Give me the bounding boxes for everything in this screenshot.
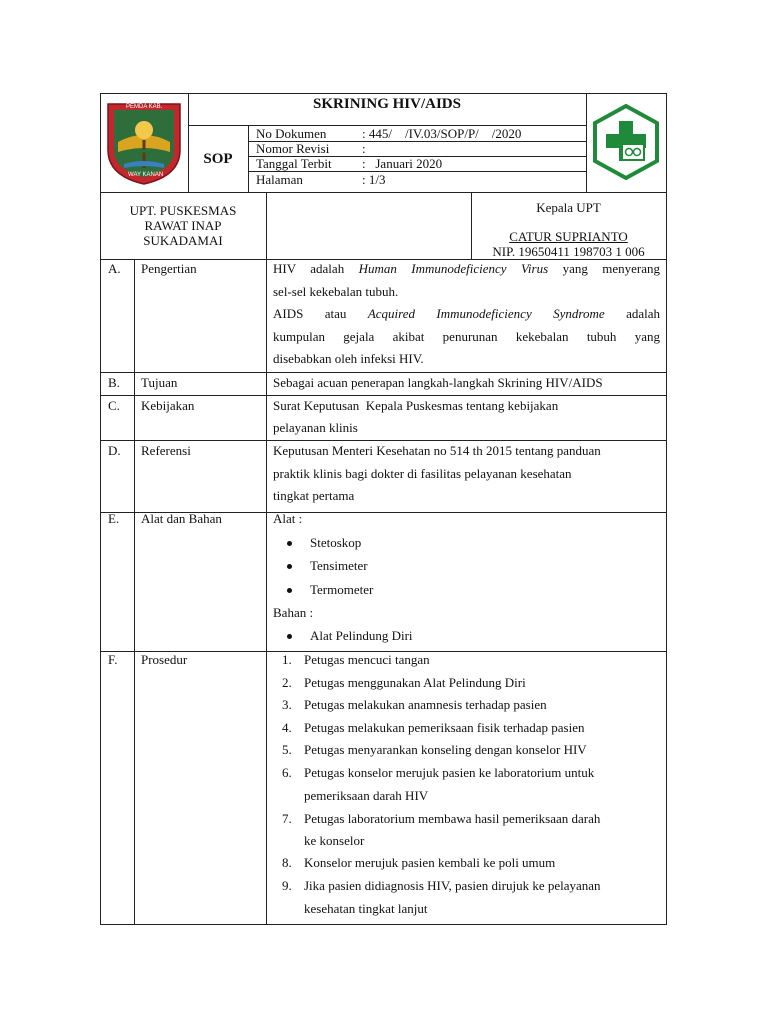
section-a-letter: A. [108,261,121,276]
step-text: Petugas konselor merujuk pasien ke laboratorium untuk [304,765,595,780]
step-text: Petugas melakukan anamnesis terhadap pasien [304,697,547,712]
step-number: 5. [282,742,292,757]
section-d-title: Referensi [141,443,191,458]
meta-value-halaman: : 1/3 [362,172,386,187]
section-d-letter: D. [108,443,121,458]
step-text: Jika pasien didiagnosis HIV, pasien dirujuk ke pelayanan [304,878,601,893]
alat-item: Tensimeter [310,558,368,573]
step-text: Petugas laboratorium membawa hasil pemeriksaan darah [304,811,601,826]
step-text: Petugas melakukan pemeriksaan fisik terhadap pasien [304,720,585,735]
section-b-letter: B. [108,375,120,390]
org-line-1: UPT. PUSKESMAS [129,203,237,218]
bullet-icon [287,564,292,569]
section-a-line-1: HIV adalah Human Immunodeficiency Virus yang menyerang [273,261,660,276]
step-text-cont: ke konselor [304,833,365,848]
step-number: 3. [282,697,292,712]
section-a-line-5: disebabkan oleh infeksi HIV. [273,351,424,366]
step-text-cont: pemeriksaan darah HIV [304,788,429,803]
section-d-line-1: Keputusan Menteri Kesehatan no 514 th 2015 tentang panduan [273,443,601,458]
meta-value-no-dokumen: : 445/ /IV.03/SOP/P/ /2020 [362,126,522,141]
step-text: Konselor merujuk pasien kembali ke poli umum [304,855,556,870]
alat-item: Stetoskop [310,535,362,550]
section-e-letter: E. [108,511,120,526]
sop-label: SOP [203,151,233,167]
org-line-2: RAWAT INAP [144,218,222,233]
section-c-line-2: pelayanan klinis [273,420,358,435]
section-b-title: Tujuan [141,375,178,390]
step-number: 1. [282,652,292,667]
section-b-line-1: Sebagai acuan penerapan langkah-langkah Skrining HIV/AIDS [273,375,603,390]
step-text: Petugas mencuci tangan [304,652,430,667]
step-text-cont: kesehatan tingkat lanjut [304,901,428,916]
meta-label-tanggal-terbit: Tanggal Terbit [256,156,332,171]
step-number: 4. [282,720,292,735]
bahan-label: Bahan : [273,605,314,620]
section-a-line-2: sel-sel kekebalan tubuh. [273,284,399,299]
section-d-line-2: praktik klinis bagi dokter di fasilitas pelayanan kesehatan [273,466,572,481]
meta-label-no-dokumen: No Dokumen [256,126,327,141]
bullet-icon [287,541,292,546]
org-line-3: SUKADAMAI [143,233,223,248]
step-number: 2. [282,675,292,690]
document-title: SKRINING HIV/AIDS [313,96,461,112]
bullet-icon [287,634,292,639]
step-text: Petugas menggunakan Alat Pelindung Diri [304,675,526,690]
alat-item: Termometer [310,582,374,597]
section-c-letter: C. [108,398,120,413]
step-number: 7. [282,811,292,826]
alat-label: Alat : [273,511,303,526]
meta-label-nomor-revisi: Nomor Revisi [256,141,330,156]
step-number: 8. [282,855,292,870]
step-text: Petugas menyarankan konseling dengan konselor HIV [304,742,587,757]
section-c-line-1: Surat Keputusan Kepala Puskesmas tentang kebijakan [273,398,559,413]
section-c-title: Kebijakan [141,398,195,413]
bahan-item: Alat Pelindung Diri [310,628,413,643]
section-a-line-4: kumpulan gejala akibat penurunan kekebalan tubuh yang [273,329,660,344]
section-f-letter: F. [108,652,118,667]
puskesmas-logo [592,104,660,180]
section-a-title: Pengertian [141,261,197,276]
signer-role: Kepala UPT [536,200,601,215]
signer-nip: NIP. 19650411 198703 1 006 [492,244,645,259]
regency-logo-text-top: PEMDA KAB. [126,104,163,110]
meta-value-nomor-revisi: : [362,141,366,156]
regency-logo [104,98,184,186]
section-d-line-3: tingkat pertama [273,488,355,503]
section-e-title: Alat dan Bahan [141,511,222,526]
section-a-line-3: AIDS atau Acquired Immunodeficiency Syndrome adalah [273,306,660,321]
meta-label-halaman: Halaman [256,172,303,187]
regency-logo-text-bottom: WAY KANAN [128,172,164,178]
signer-name: CATUR SUPRIANTO [509,229,628,244]
section-f-title: Prosedur [141,652,188,667]
step-number: 9. [282,878,292,893]
meta-value-tanggal-terbit: : Januari 2020 [362,156,443,171]
bullet-icon [287,588,292,593]
step-number: 6. [282,765,292,780]
